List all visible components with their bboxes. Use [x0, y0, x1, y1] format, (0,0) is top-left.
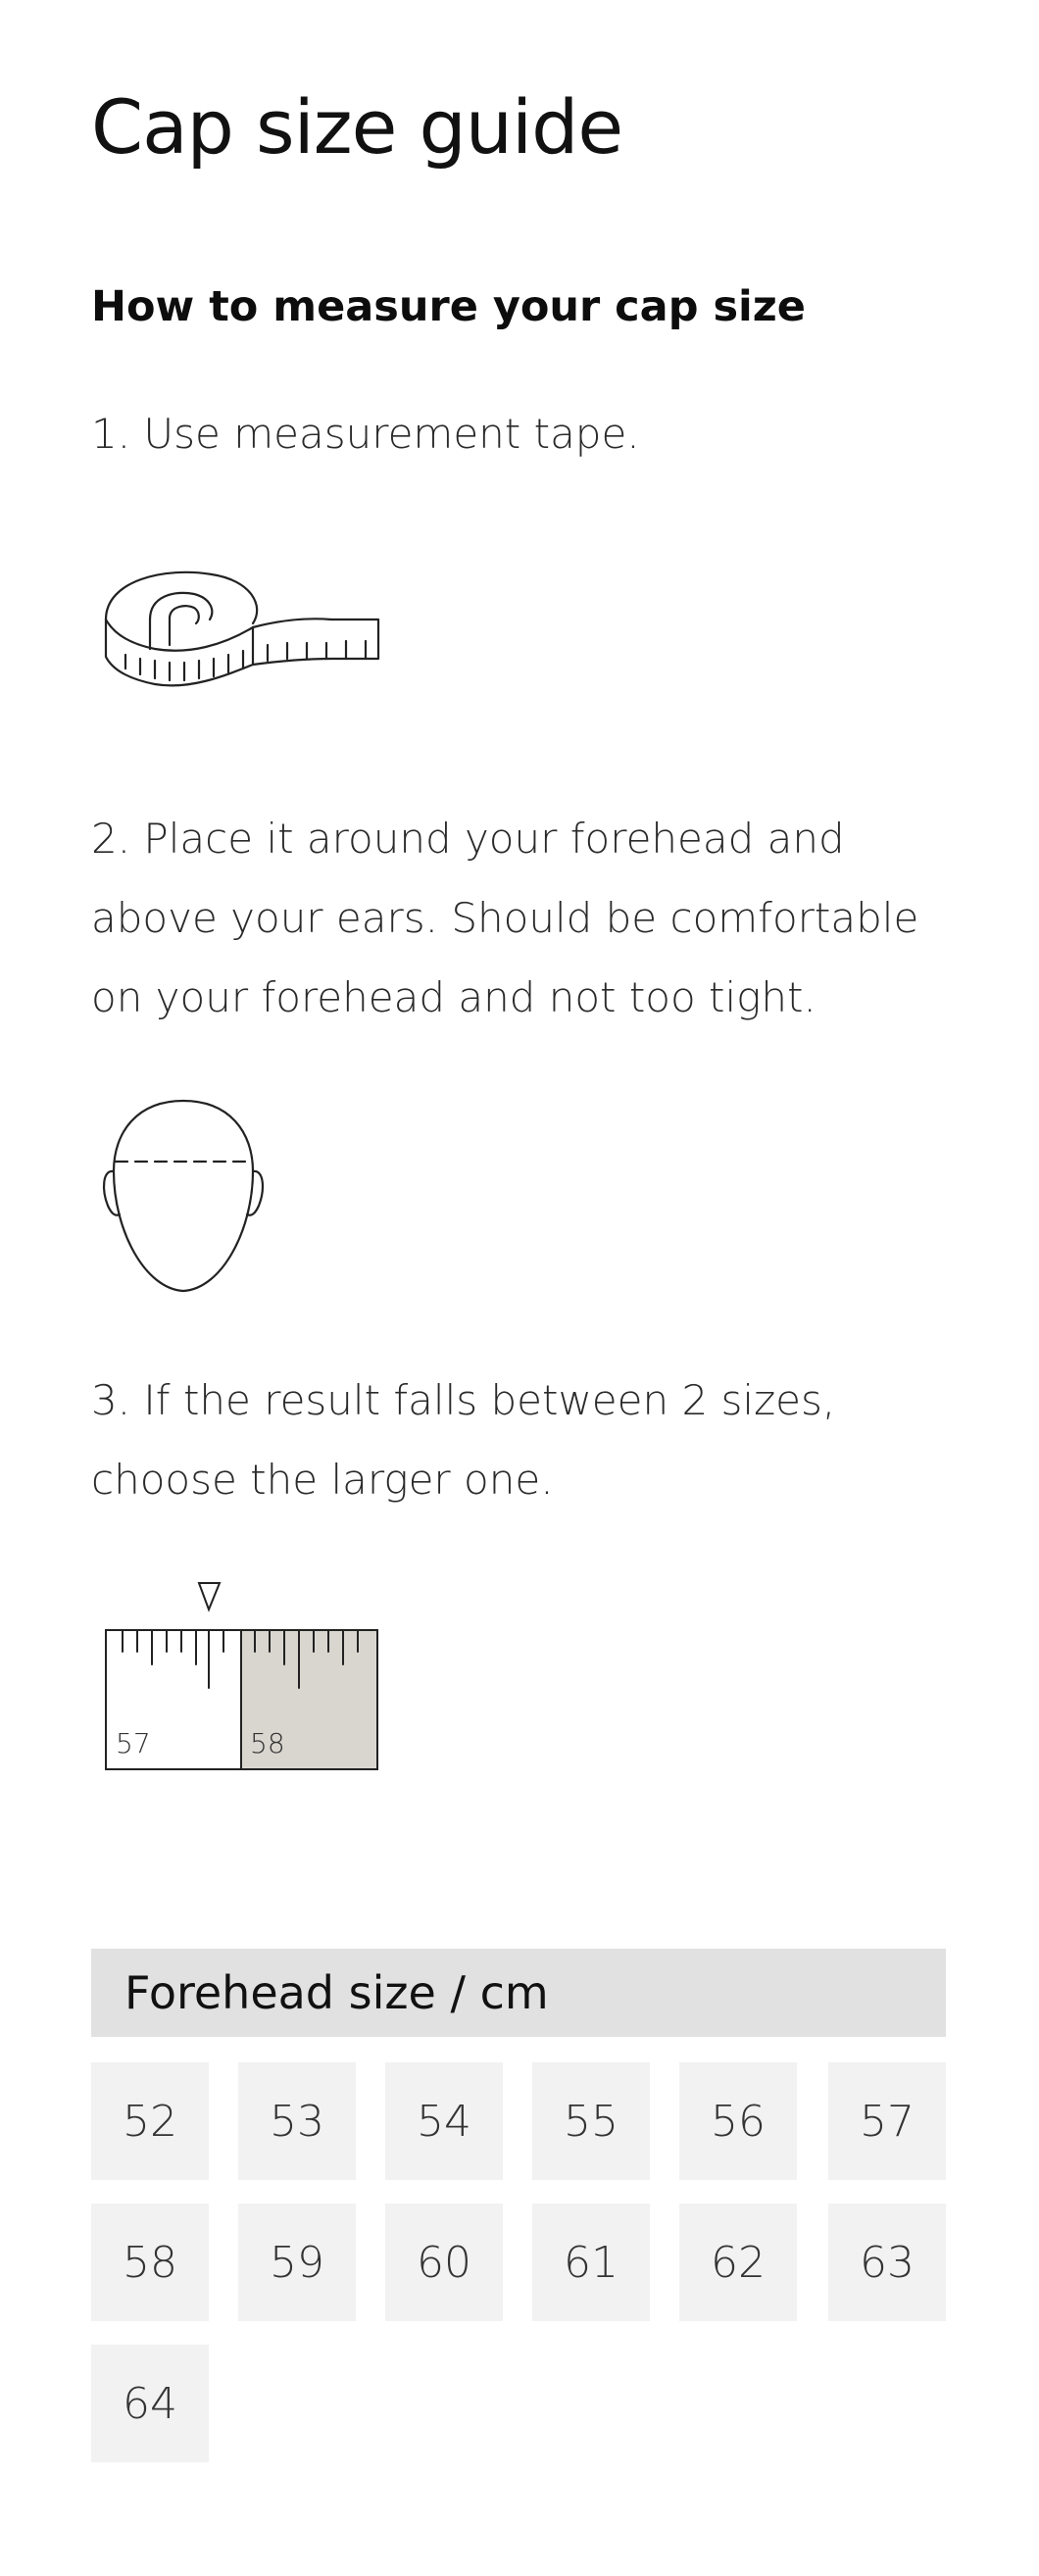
measuring-tape-icon — [96, 559, 382, 711]
size-option-61[interactable]: 61 — [532, 2204, 650, 2321]
size-option-62[interactable]: 62 — [679, 2204, 797, 2321]
section-heading: How to measure your cap size — [91, 282, 806, 331]
size-option-55[interactable]: 55 — [532, 2062, 650, 2180]
size-option-53[interactable]: 53 — [238, 2062, 356, 2180]
step-3-text: 3. If the result falls between 2 sizes, choose the larger one. — [91, 1376, 836, 1504]
ruler-icon — [98, 1578, 387, 1774]
size-option-63[interactable]: 63 — [828, 2204, 946, 2321]
size-option-59[interactable]: 59 — [238, 2204, 356, 2321]
page-title: Cap size guide — [91, 83, 623, 171]
forehead-size-table — [91, 1949, 946, 2556]
size-grid — [91, 2037, 946, 2556]
ruler-label-58: 58 — [250, 1727, 285, 1759]
size-option-56[interactable]: 56 — [679, 2062, 797, 2180]
size-option-57[interactable]: 57 — [828, 2062, 946, 2180]
step-2-text: 2. Place it around your forehead and above your ears. Should be comfortable on your forehead and not too tight. — [91, 815, 919, 1021]
size-table-header: Forehead size / cm — [91, 1949, 946, 2037]
size-option-60[interactable]: 60 — [385, 2204, 503, 2321]
ruler-label-57: 57 — [116, 1727, 151, 1759]
size-option-58[interactable]: 58 — [91, 2204, 209, 2321]
size-option-54[interactable]: 54 — [385, 2062, 503, 2180]
step-1-text: 1. Use measurement tape. — [91, 410, 640, 458]
size-option-52[interactable]: 52 — [91, 2062, 209, 2180]
head-outline-icon — [98, 1093, 270, 1299]
size-option-64[interactable]: 64 — [91, 2345, 209, 2462]
